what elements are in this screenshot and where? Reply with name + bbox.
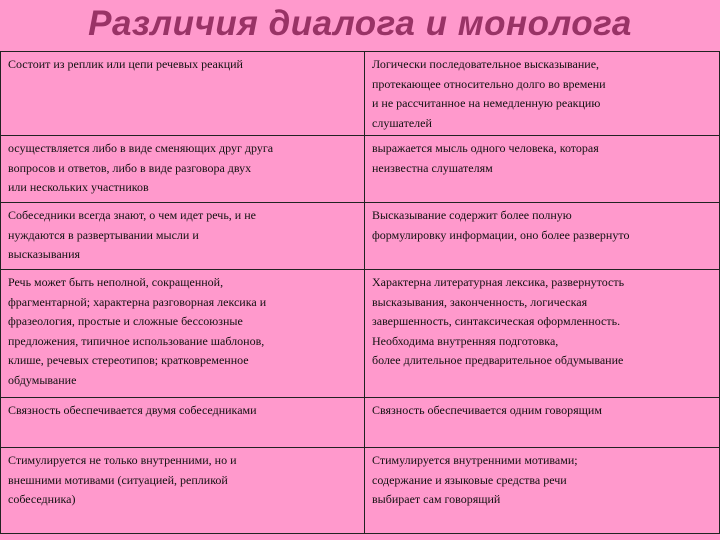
dialogue-cell: [1, 398, 365, 448]
cell-text-line: Стимулируется не только внутренними, но и: [8, 453, 237, 467]
monologue-cell: [365, 398, 720, 448]
monologue-cell: [365, 270, 720, 398]
cell-text-line: Стимулируется внутренними мотивами;: [372, 453, 578, 467]
cell-text-line: Состоит из реплик или цепи речевых реакций: [8, 57, 243, 71]
dialogue-cell: [1, 203, 365, 270]
cell-text-line: Связность обеспечивается двумя собеседниками: [8, 403, 257, 417]
monologue-cell: [365, 203, 720, 270]
cell-text-line: Высказывание содержит более полную: [372, 208, 572, 222]
cell-text-line: Логически последовательное высказывание,: [372, 57, 600, 71]
table-row: [1, 270, 720, 398]
cell-text-line: Собеседники всегда знают, о чем идет речь, и не: [8, 208, 256, 222]
cell-text-line: собеседника): [8, 492, 76, 506]
table-row: [1, 136, 720, 203]
cell-text-line: выбирает сам говорящий: [372, 492, 501, 506]
cell-text-line: высказывания, законченность, логическая: [372, 294, 588, 309]
cell-text-line: выражается мысль одного человека, которая: [372, 141, 599, 155]
cell-text-line: Необходима внутренняя подготовка,: [372, 333, 559, 348]
table-row: [1, 398, 720, 448]
dialogue-cell: [1, 52, 365, 136]
cell-text-line: Речь может быть неполной, сокращенной,: [8, 275, 224, 289]
cell-text-line: клише, речевых стереотипов; кратковременное: [8, 353, 249, 367]
cell-text-line: более длительное предварительное обдумывание: [372, 353, 624, 367]
table-row: [1, 448, 720, 534]
cell-text-line: нуждаются в развертывании мысли и: [8, 227, 199, 242]
slide-title: Различия диалога и монолога: [88, 4, 632, 43]
cell-text-line: неизвестна слушателям: [372, 160, 493, 175]
cell-text-line: предложения, типичное использование шаблонов,: [8, 333, 265, 348]
comparison-table-body: [1, 52, 720, 534]
cell-text-line: высказывания: [8, 247, 81, 261]
cell-text-line: фразеология, простые и сложные бессоюзные: [8, 314, 243, 328]
cell-text-line: Характерна литературная лексика, развернутость: [372, 275, 625, 289]
cell-text-line: фрагментарной; характерна разговорная лексика и: [8, 294, 267, 309]
cell-text-line: формулировку информации, оно более развернуто: [372, 227, 630, 242]
monologue-cell: [365, 52, 720, 136]
monologue-cell: [365, 136, 720, 203]
dialogue-cell: [1, 448, 365, 534]
table-row: [1, 52, 720, 136]
monologue-cell: [365, 448, 720, 534]
cell-text-line: протекающее относительно долго во времени: [372, 76, 606, 91]
comparison-table: [0, 51, 720, 534]
cell-text-line: завершенность, синтаксическая оформленность.: [372, 314, 621, 328]
dialogue-cell: [1, 136, 365, 203]
cell-text-line: Связность обеспечивается одним говорящим: [372, 403, 602, 417]
cell-text-line: обдумывание: [8, 372, 77, 387]
cell-text-line: и не рассчитанное на немедленную реакцию: [372, 96, 601, 110]
cell-text-line: или нескольких участников: [8, 180, 149, 194]
dialogue-cell: [1, 270, 365, 398]
cell-text-line: внешними мотивами (ситуацией, репликой: [8, 472, 228, 487]
cell-text-line: слушателей: [372, 115, 432, 130]
cell-text-line: содержание и языковые средства речи: [372, 472, 567, 487]
cell-text-line: осуществляется либо в виде сменяющих друг друга: [8, 141, 274, 155]
table-row: [1, 203, 720, 270]
cell-text-line: вопросов и ответов, либо в виде разговора двух: [8, 160, 252, 175]
